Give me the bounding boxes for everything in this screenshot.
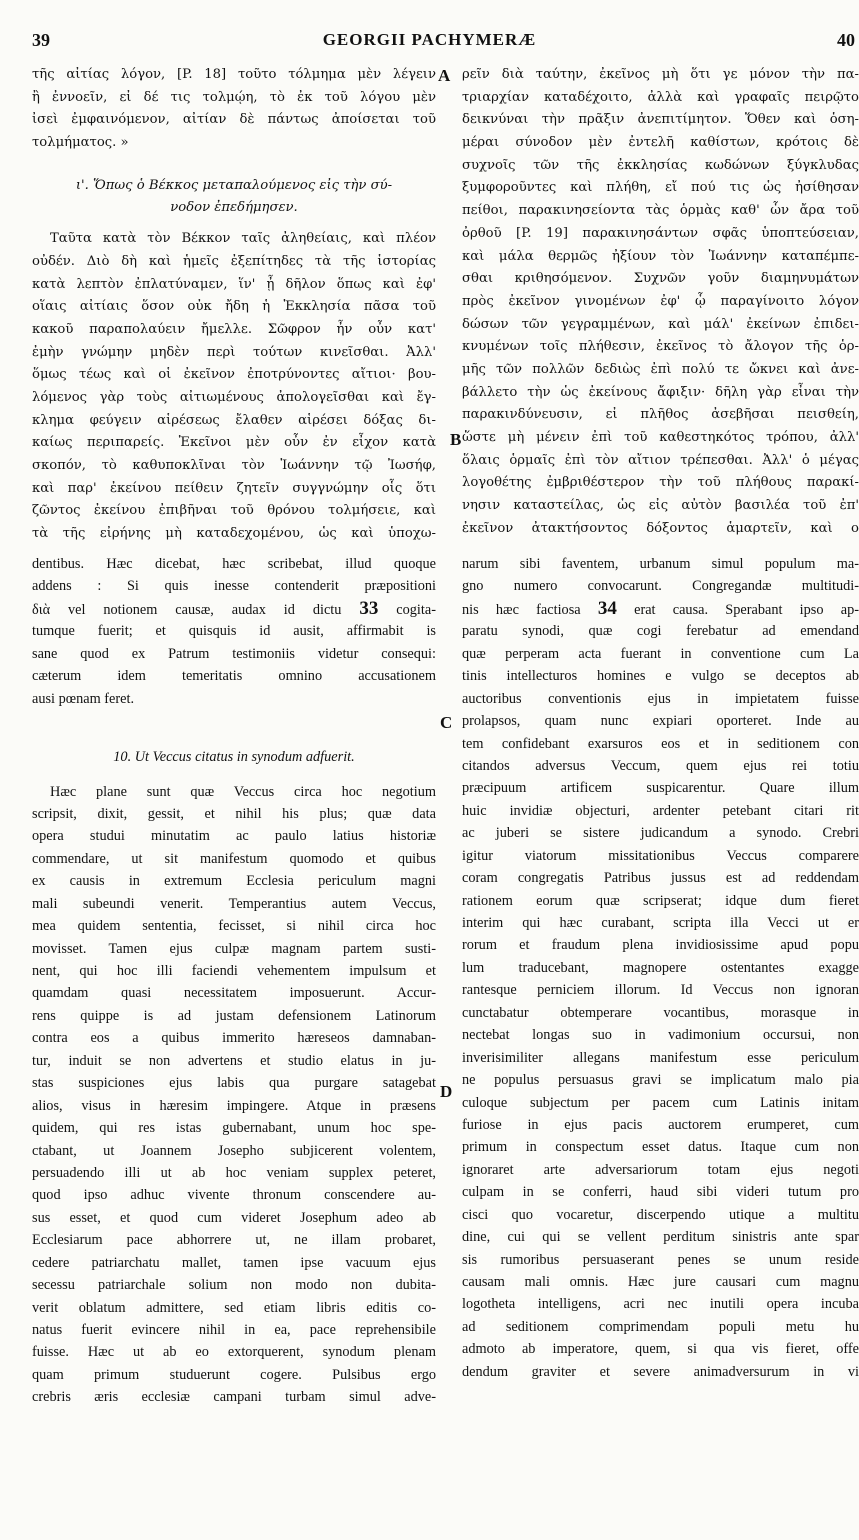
greek-line: παρακινδύνευσιν, εἰ πλῆθος ἀσεβῆσαι πεισθείη, [462, 407, 859, 423]
latin-line: persuadendo illi ut ab hoc veniam supplex peteret, [32, 1164, 436, 1181]
column-number-33: 33 [359, 597, 379, 619]
latin-line: gno numero convocarunt. Congregandæ multitudi- [462, 578, 859, 595]
greek-line: τριαρχίαν καταδέχοιτο, ἀλλὰ καὶ γραφαῖς πειρῷτο [462, 89, 859, 105]
latin-text-left [32, 553, 436, 1409]
latin-section-caption: 10. Ut Veccus citatus in synodum adfuerit. [113, 749, 355, 766]
latin-line: verit oblatum admittere, sed etiam libris editis co- [32, 1299, 436, 1316]
latin-line: ne populus persuasus gravi se implicatum malo pia [462, 1072, 859, 1089]
latin-line: quod ipso adhuc vivente thronum conscendere au- [32, 1187, 436, 1204]
latin-line: quam primum studuerunt cogere. Pulsibus ergo [32, 1366, 436, 1383]
greek-line: σκοπόν, τὸ καθυποκλῖναι τὸν Ἰωάννην τῷ Ἰωσήφ, [32, 458, 436, 474]
greek-line: ζῶντος ἐκείνου ἐπιβῆναι τοῦ θρόνου τολμήσειε, καὶ [32, 503, 436, 519]
greek-line: ρεῖν διὰ ταύτην, ἐκεῖνος μὴ ὅτι γε μόνον τὴν πα- [462, 67, 859, 82]
greek-line: τὰ τῆς εἰρήνης μὴ καταδεχομένου, ὡς καὶ ὑποχω- [32, 526, 436, 542]
running-header [0, 30, 859, 56]
latin-line: ad seditionem comprimendam populi metu hu [462, 1318, 859, 1335]
latin-line: secessu patriarchale solium non modo non dubita- [32, 1277, 436, 1294]
greek-line: πρὸς ἐκεῖνον γινομένων ἐφ' ᾧ παραγίνοιτο λόγον [462, 293, 859, 309]
greek-line: πείθοι, παρακινησείοντα τὰς ὁρμὰς καθ' ὧν ἄρα τοῦ [462, 203, 859, 219]
greek-line: ὅμως τέως καὶ οἱ ἐκεῖνον ἐποτρύνοντες αἴτιοι· βου- [32, 367, 436, 383]
latin-line: dine, cui qui se vellent perditum sinistris ante spar [462, 1229, 859, 1246]
latin-line: nent, qui hoc illi faciendi vehementem impulsum et [32, 963, 436, 980]
latin-line: contra eos a quibus immerito hæreseos damnaban- [32, 1030, 436, 1047]
greek-line: ὅλαις ὁρμαῖς ἐπὶ τὸν αἴτιον τρέπεσθαι. Ἀλλ' ὁ μέγας [462, 452, 859, 468]
greek-line: κλημα φεύγειν αἱρέσεως ἔλαθεν αἱρέσει δόξας δι- [32, 412, 436, 428]
latin-line: tumque fuerit; et quisquis id ausit, affirmabit is [32, 623, 436, 640]
greek-line: ὥστε μὴ μένειν ἐπὶ τοῦ καθεστηκότος τρόπου, ἀλλ' [462, 430, 859, 445]
latin-line: Hæc plane sunt quæ Veccus circa hoc negotium [50, 783, 436, 800]
latin-line: natus fuerit evincere nihil in ea, pace reprehensibile [32, 1322, 436, 1339]
margin-letter-d: D [440, 1082, 453, 1101]
greek-line: οὐδέν. Διὸ δὴ καὶ ἡμεῖς ἐξεπίτηδες τὰ τῆς ἱστορίας [32, 253, 436, 269]
latin-line: inverisimiliter allegans manifestum esse periculum [462, 1049, 859, 1066]
latin-line-text: cogita- [396, 601, 436, 618]
greek-text-right [462, 64, 859, 540]
latin-line: narum sibi faventem, urbanum simul populum ma- [462, 556, 859, 572]
margin-letter-b: B [450, 430, 462, 449]
greek-line: σθαι κριθησόμενον. Συχνῶν γοῦν διαμηνυμάτων [462, 271, 859, 287]
greek-line: νησιν καταστείλας, ὡς εἰς αὐτὸν βασιλέα τοῦ ἐπ' [462, 498, 859, 514]
latin-line: ignoraret arte adversariorum totam ejus negoti [462, 1161, 859, 1178]
greek-line: συχνοῖς τῶν τῆς ἐκκλησίας κωδώνων ξύγκλυδας [462, 157, 859, 173]
latin-line: crebris æris ecclesiæ campani turbam simul adve- [32, 1389, 436, 1406]
greek-text-left [32, 64, 436, 546]
latin-line: cæterum idem temeritatis omnino accusationem [32, 668, 436, 685]
latin-line: coram congregatis Patribus jussus est ad reddendam [462, 870, 859, 887]
greek-line: ἰσεὶ ἐμφαινόμενον, αἰτίαν δὲ πάντως ἀποίσεται τοῦ [32, 112, 436, 128]
greek-line: τολμήματος. » [32, 135, 129, 151]
latin-line: culpam in se conferri, haud sibi videri tutum pro [462, 1184, 859, 1201]
latin-line: ex causis in extremum Ecclesia periculum magni [32, 873, 436, 890]
latin-line: causam mali omnis. Hæc jure causari cum magnu [462, 1274, 859, 1290]
latin-line: dendum graviter et severe animadversurum in vi [462, 1363, 859, 1380]
latin-line: furiose in ejus pacis auctorem erumperet, cum [462, 1116, 859, 1133]
latin-line: sus esset, et quod cum videret Josephum adeo ab [32, 1209, 436, 1226]
greek-line: βάλλετο τὴν ὡς ἐκείνους ἄφιξιν· δῆλη γὰρ εἶναι τὴν [462, 384, 859, 400]
greek-line: μῆς τῶν πολλῶν δεδιὼς ἐπὶ πολύ τε ὤκνει καὶ ἀνε- [462, 361, 859, 377]
greek-line: κνυμένων τοῖς πλήθεσιν, ἐκεῖνος τὸ ἄλογον τῆς ὁρ- [462, 339, 859, 355]
latin-line: lum traducebant, magnopere ostentantes exagge [462, 959, 859, 976]
latin-line: rens quippe is ad justam defensionem Latinorum [32, 1007, 436, 1024]
greek-line: ἢ ἐννοεῖν, εἰ δέ τις τολμῴη, τὸ ἐκ τοῦ λόγου μὲν [32, 89, 436, 105]
latin-line: sis rumoribus persuaserant penes se unum reside [462, 1251, 859, 1268]
greek-line: κακοῦ παραπολαύειν ἤμελλε. Σῶφρον ἦν οὖν κατ' [32, 321, 436, 337]
greek-line: οἵαις αἰτίαις ὅσον οὐκ ἤδη ἡ Ἐκκλησία πᾶσα τοῦ [32, 299, 436, 315]
latin-line: ctabant, ut Joannem Josepho subjicerent volentem, [32, 1142, 436, 1159]
margin-letter-a: A [438, 66, 451, 85]
latin-line: culoque subjectum per pacem cum Latinis initam [462, 1094, 859, 1111]
latin-line: commendare, ut sit manifestum quomodo et quibus [32, 850, 436, 867]
latin-line: quidem, qui res istas gubernabant, unum hoc spe- [32, 1120, 436, 1137]
greek-line: κατὰ λεπτὸν ἐπλατύναμεν, ἵν' ᾖ δῆλον ὅπως καὶ ἐφ' [32, 276, 436, 292]
page-number-right: 40 [837, 30, 855, 50]
greek-line: ὀρθοῦ [P. 19] παρακινησάντων σφᾶς ὑποπτεύσειαν, [462, 225, 859, 241]
latin-line: quamdam quasi necessitatem imposuerunt. Accur- [32, 985, 436, 1002]
latin-line: præcipuum artificem suspicarentur. Quare illum [462, 780, 859, 797]
latin-line: ausi pœnam feret. [32, 690, 135, 707]
latin-line: cedere patriarchatu mallet, tamen ipse vacuum ejus [32, 1254, 436, 1271]
latin-line: paratu synodi, quæ cogi ferebatur ad emendand [462, 623, 859, 640]
latin-line: admoto ab imperatore, quem, si qua vis fieret, offe [462, 1341, 859, 1358]
column-number-34: 34 [597, 597, 617, 619]
latin-line: primum in conspectum esset datus. Itaque cum non [462, 1139, 859, 1156]
latin-line: rationem eorum quæ scripserat; idque dum fieret [462, 892, 859, 909]
latin-line-text: nis hæc factiosa [462, 601, 581, 618]
greek-line: ἐμὴν γνώμην μηδὲν περὶ τούτων κινεῖσθαι. Ἀλλ' [32, 344, 436, 360]
latin-line: huic invidiæ objecturi, ardenter petebant citari rit [462, 802, 859, 819]
latin-line: rorum et fraudum plena invidiosissime apud popu [462, 937, 859, 954]
latin-line: quæ perperam acta fuerant in conventione cum La [462, 645, 859, 662]
latin-line: nectebat longas suo in vadimonium occursui, non [462, 1027, 859, 1044]
running-title: GEORGII PACHYMERÆ [322, 30, 537, 49]
latin-line: opera studui minutatim ac paulo latius historiæ [32, 828, 436, 845]
latin-line: prolapsos, quam nunc expiari oporteret. Inde au [462, 713, 859, 730]
latin-line: tur, induit se non advertens et studio elatus in ju- [32, 1052, 436, 1069]
greek-line: τῆς αἰτίας λόγον, [P. 18] τοῦτο τόλμημα μὲν λέγειν [32, 67, 436, 82]
latin-line: addens : Si quis inesse contenderit præpositioni [32, 578, 436, 595]
greek-line: καὶ παρ' ἐκείνου πείθειν ζητεῖν συγγνώμην οἷς ὅτι [32, 480, 436, 496]
latin-line: movisset. Tamen ejus culpæ magnam partem susti- [32, 940, 436, 957]
margin-letter-c: C [440, 713, 453, 732]
latin-line: citandos adversus Veccum, quem ejus rei totiu [462, 757, 859, 774]
greek-line: Ταῦτα κατὰ τὸν Βέκκον ταῖς ἀληθείαις, καὶ πλέον [50, 231, 436, 247]
greek-line: λόμενος γὰρ τοὺς αἰτιωμένους ἀπολογεῖσθαι καὶ ἔγ- [32, 389, 436, 405]
latin-line: igitur viatorum missitationibus Veccus comparere [462, 847, 859, 864]
greek-line: καὶ μάλα θερμῶς ἠξίουν τὸν Ἰωάννην καταπέμπε- [462, 248, 859, 264]
latin-line: rantesque perniciem illorum. Id Veccus non ignoran [462, 982, 859, 999]
greek-line: δεικνύναι τὴν πρᾶξιν ἀνεπιτίμητον. Ὅθεν καὶ ὁση- [462, 112, 859, 128]
latin-text-right [462, 553, 859, 1383]
latin-line: mea quidem sententia, fecisset, si nihil circa hoc [32, 918, 436, 935]
greek-line: μέραι σύνοδον μὲν ἐντελῆ καθίστων, κρότοις δὲ [462, 135, 859, 151]
page-number-left: 39 [32, 30, 50, 50]
latin-line: auctoribus conventionis ejus in impietatem fuisse [462, 690, 859, 707]
latin-line: mali subeundi venerit. Temperantius autem Veccus, [32, 895, 436, 912]
latin-line: interim qui hæc curabant, scripta illa Vecci ut er [462, 915, 859, 931]
latin-line: cunctabatur obtemperare vocantibus, morasque in [462, 1004, 859, 1021]
latin-line: tem confidebant exarsuros eos et in seditionem con [462, 735, 859, 752]
latin-line [32, 598, 436, 620]
latin-line-text: διὰ vel notionem causæ, audax id dictu [32, 601, 342, 618]
latin-line: ac juberi se sistere judicandum a synodo. Crebri [462, 825, 859, 842]
greek-line: λογοθέτης ἐμβριθέστερον τὴν τοῦ πλήθους παρακί- [462, 475, 859, 491]
greek-line: ξυμφοροῦντες καὶ πλήθη, εἴ πού τις ὡς ἠσίθησαν [462, 180, 859, 196]
greek-line: δώσων τῶν γεγραμμένων, καὶ μάλ' ἐκείνων ἐπιδει- [462, 316, 859, 332]
latin-line: logotheta intelligens, acri nec inutili opera incuba [462, 1296, 859, 1313]
latin-line: Ecclesiarum pace abhorrere ut, ne illam probaret, [32, 1232, 436, 1249]
greek-section-caption: ι'. Ὅπως ὁ Βέκκος μεταπαλούμενος εἰς τὴν σύ- [75, 177, 393, 193]
latin-line: fuisse. Hæc ut ab eo extorquerent, synodum plenam [32, 1344, 436, 1361]
latin-line: cisci quo vocaretur, discerpendo utique a multitu [462, 1206, 859, 1223]
greek-line: καίως περιπαρείς. Ἐκεῖνοι μὲν οὖν ἐν εἶχον κατὰ [32, 435, 436, 451]
greek-line: ἐκεῖνον ἀτακτήσοντος δόξοντος ἁμαρτεῖν, καὶ ο [462, 520, 859, 536]
latin-line: scripsit, dixit, gessit, et nihil his plus; quæ data [32, 805, 436, 822]
latin-line: stas suspiciones ejus labis qua purgare satagebat [32, 1075, 436, 1092]
latin-line-text: erat causa. Sperabant ipso ap- [634, 601, 859, 618]
latin-line: alios, visus in hæresim impingere. Atque in præsens [32, 1097, 436, 1114]
latin-line: tinis intellecturos homines e vulgo se deceptos ab [462, 668, 859, 685]
latin-line: dentibus. Hæc dicebat, hæc scribebat, illud quoque [32, 556, 436, 572]
greek-section-caption: νοδον ἐπεδήμησεν. [170, 200, 298, 216]
latin-line: sane quod ex Patrum testimoniis videtur consequi: [32, 645, 436, 662]
latin-line [462, 598, 859, 620]
